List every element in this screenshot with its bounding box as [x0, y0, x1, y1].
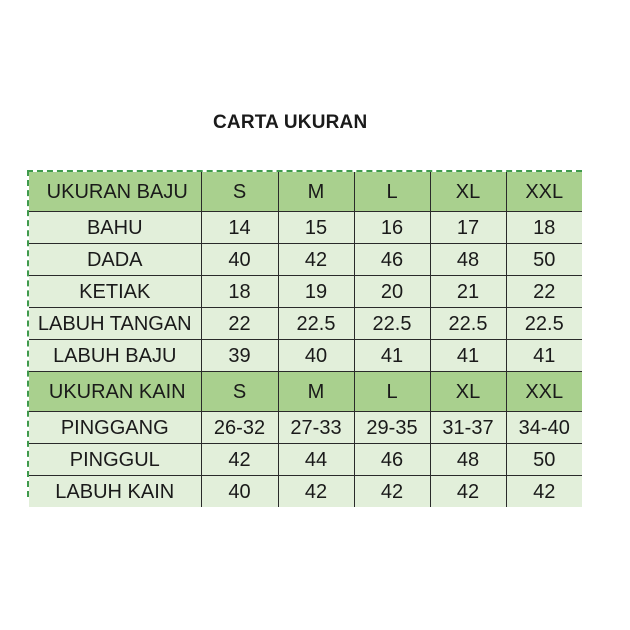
table-row — [29, 244, 582, 276]
size-table — [29, 172, 582, 507]
row-label: LABUH BAJU — [29, 340, 201, 372]
table-cell: 15 — [278, 212, 354, 244]
table-cell: 46 — [354, 244, 430, 276]
table-cell: 14 — [201, 212, 278, 244]
table-cell: 27-33 — [278, 412, 354, 444]
table-cell: 19 — [278, 276, 354, 308]
table-cell: 42 — [430, 476, 506, 508]
table-cell: 39 — [201, 340, 278, 372]
table-cell: 22.5 — [430, 308, 506, 340]
row-label: LABUH TANGAN — [29, 308, 201, 340]
table-cell: 46 — [354, 444, 430, 476]
table-cell: 31-37 — [430, 412, 506, 444]
table-cell: 40 — [201, 476, 278, 508]
table-row — [29, 444, 582, 476]
table-cell: 22 — [201, 308, 278, 340]
table-cell: 48 — [430, 444, 506, 476]
table-row — [29, 412, 582, 444]
table-cell: 42 — [278, 244, 354, 276]
table-cell: 44 — [278, 444, 354, 476]
row-label: DADA — [29, 244, 201, 276]
section-header-label: UKURAN BAJU — [29, 172, 201, 212]
table-cell: 18 — [506, 212, 582, 244]
table-cell: 50 — [506, 244, 582, 276]
table-cell: 34-40 — [506, 412, 582, 444]
section-header-row — [29, 172, 582, 212]
row-label: LABUH KAIN — [29, 476, 201, 508]
table-cell: 29-35 — [354, 412, 430, 444]
table-cell: 40 — [278, 340, 354, 372]
table-row — [29, 340, 582, 372]
table-row — [29, 212, 582, 244]
size-header: XL — [430, 372, 506, 412]
table-cell: 41 — [506, 340, 582, 372]
table-cell: 16 — [354, 212, 430, 244]
page-title: CARTA UKURAN — [213, 112, 368, 133]
table-cell: 26-32 — [201, 412, 278, 444]
table-cell: 17 — [430, 212, 506, 244]
table-row — [29, 476, 582, 508]
section-header-row — [29, 372, 582, 412]
size-header: M — [278, 172, 354, 212]
table-cell: 22.5 — [354, 308, 430, 340]
table-cell: 41 — [354, 340, 430, 372]
size-header: M — [278, 372, 354, 412]
size-header: L — [354, 172, 430, 212]
size-header: S — [201, 372, 278, 412]
table-cell: 40 — [201, 244, 278, 276]
row-label: PINGGUL — [29, 444, 201, 476]
size-header: XXL — [506, 172, 582, 212]
table-cell: 21 — [430, 276, 506, 308]
table-row — [29, 308, 582, 340]
table-row — [29, 276, 582, 308]
size-header: XXL — [506, 372, 582, 412]
table-cell: 42 — [201, 444, 278, 476]
row-label: KETIAK — [29, 276, 201, 308]
size-header: L — [354, 372, 430, 412]
table-cell: 22.5 — [278, 308, 354, 340]
table-cell: 41 — [430, 340, 506, 372]
size-chart — [27, 170, 582, 503]
table-cell: 20 — [354, 276, 430, 308]
table-cell: 18 — [201, 276, 278, 308]
size-header: XL — [430, 172, 506, 212]
table-cell: 50 — [506, 444, 582, 476]
size-header: S — [201, 172, 278, 212]
table-cell: 42 — [506, 476, 582, 508]
table-cell: 42 — [354, 476, 430, 508]
table-cell: 22 — [506, 276, 582, 308]
section-header-label: UKURAN KAIN — [29, 372, 201, 412]
table-cell: 42 — [278, 476, 354, 508]
row-label: PINGGANG — [29, 412, 201, 444]
table-cell: 48 — [430, 244, 506, 276]
row-label: BAHU — [29, 212, 201, 244]
table-cell: 22.5 — [506, 308, 582, 340]
